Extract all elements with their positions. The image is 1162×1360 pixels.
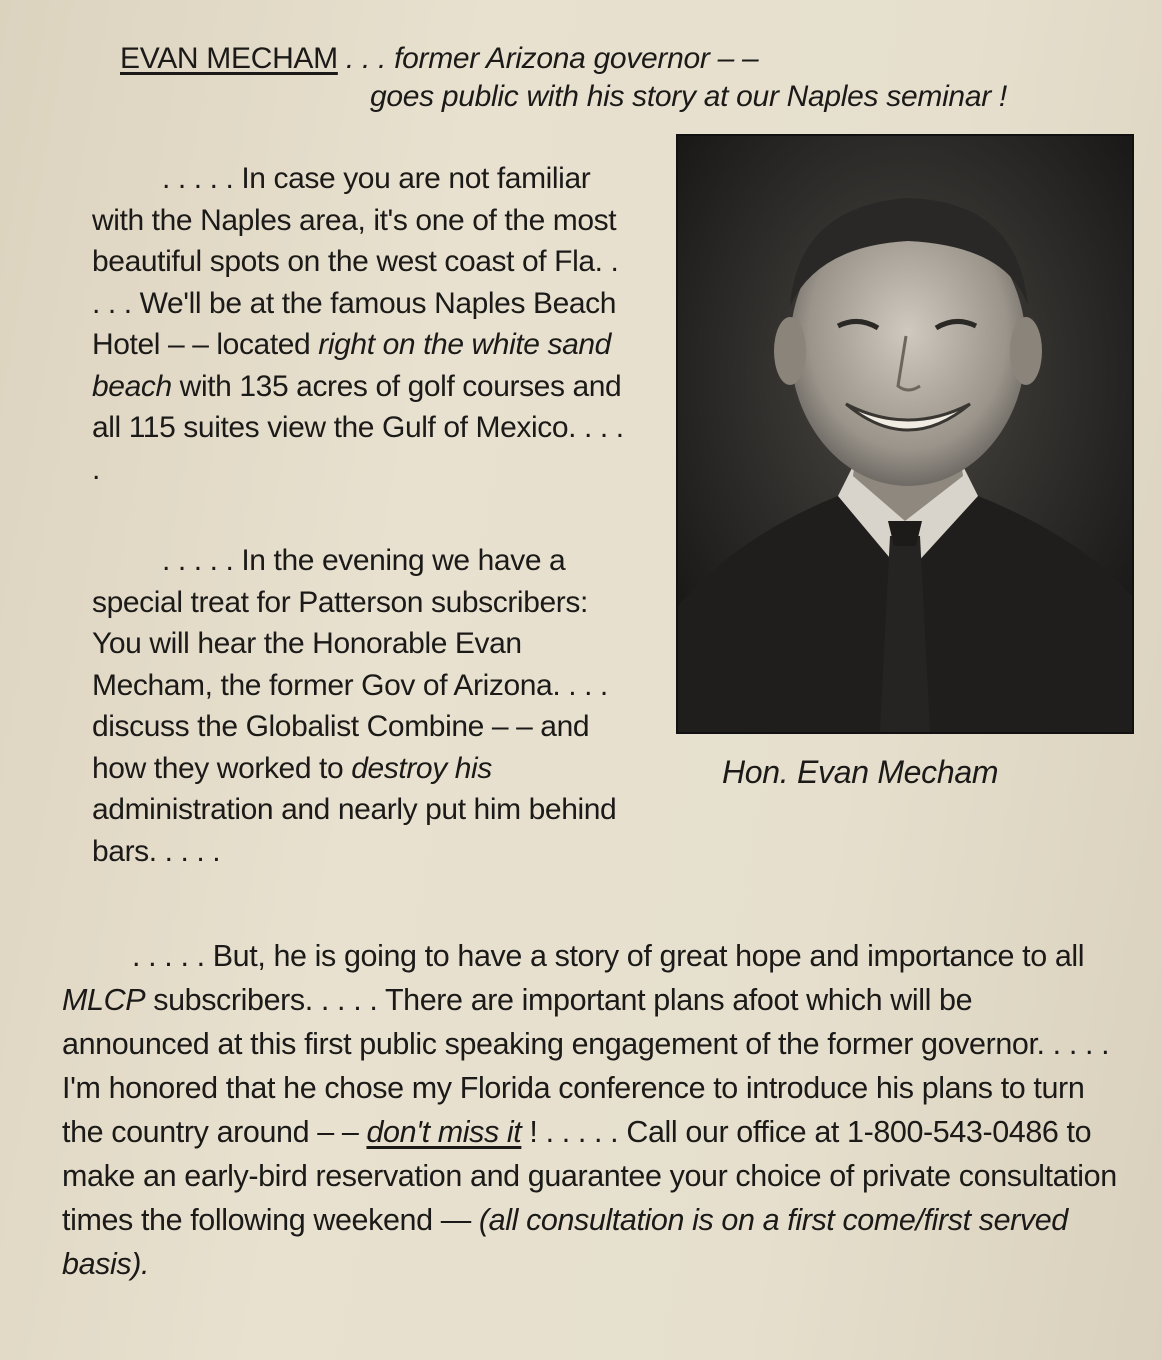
text-run: . . . . . In the evening we have a special treat for Patterson subscribers: You will hear the Honorable Evan Mecham, the former Gov of Arizona. . . . discuss the Globalist Combine – – and how they worked to — [92, 544, 608, 785]
headline-name: EVAN MECHAM — [120, 42, 338, 75]
paragraph-evening — [92, 540, 632, 872]
left-column-text — [92, 158, 632, 872]
paragraph-naples — [92, 158, 632, 490]
text-run: administration and nearly put him behind bars. . . . . — [92, 793, 617, 868]
text-run: . . . . . But, he is going to have a story of great hope and importance to all — [132, 939, 1085, 973]
headline-line1: . . . former Arizona governor – – — [337, 42, 759, 75]
text-run: subscribers. . . . . There are important plans afoot which will be announced at this first public speaking engagement of the former governor. . . . . I'm honored that he chose my Florida conference to introduce his plans to turn the country around – – — [62, 983, 1110, 1149]
portrait-photo — [676, 134, 1134, 734]
portrait-illustration — [678, 136, 1132, 732]
emphasis-text: MLCP — [62, 983, 146, 1017]
photo-caption: Hon. Evan Mecham — [722, 754, 999, 790]
paragraph-announcement — [62, 934, 1122, 1286]
headline-line2: goes public with his story at our Naples seminar ! — [370, 80, 1007, 113]
bottom-paragraph — [62, 934, 1122, 1286]
headline — [120, 40, 1100, 116]
text-run: ! . . . . . Call our office at 1-800-543-0486 to make an early-bird reservation and guarantee your choice of private consultation times the following weekend — — [62, 1115, 1117, 1237]
emphasis-text: destroy his — [351, 751, 492, 785]
underlined-text: don't miss it — [366, 1115, 522, 1149]
text-run: . . . . . In case you are not familiar with the Naples area, it's one of the most beautiful spots on the west coast of Fla. . . . . We'll be at the famous Naples Beach Hotel – – located — [92, 162, 619, 361]
emphasis-text: right on the white sand beach — [92, 328, 611, 403]
emphasis-text: (all consultation is on a first come/first served basis). — [62, 1203, 1068, 1281]
text-run: with 135 acres of golf courses and all 115 suites view the Gulf of Mexico. . . . . — [92, 369, 624, 486]
